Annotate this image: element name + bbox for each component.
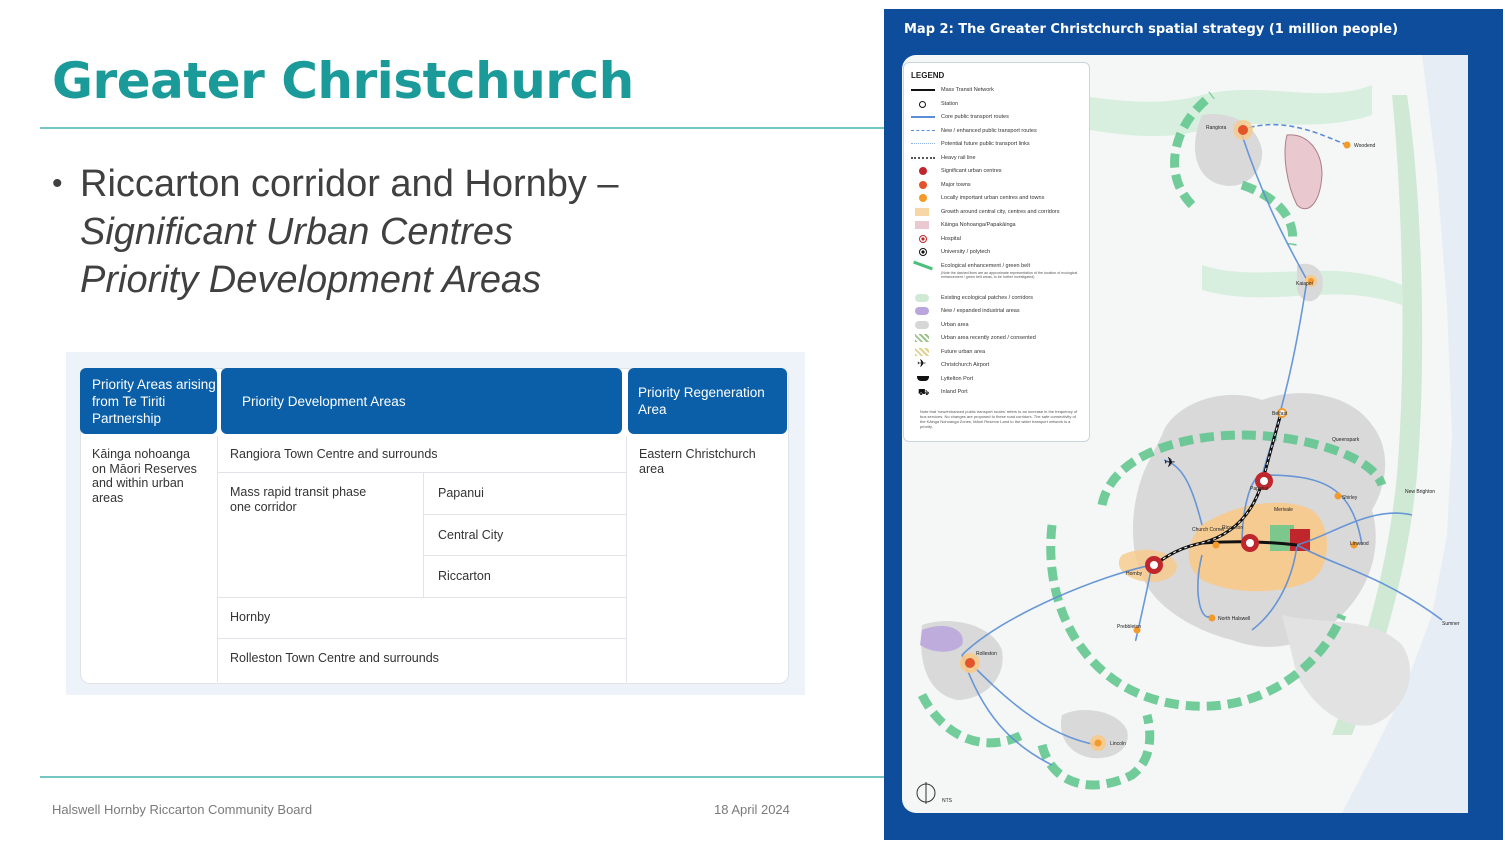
slide-title: Greater Christchurch (52, 52, 634, 110)
svg-text:Shirley: Shirley (1342, 495, 1358, 501)
legend-item-label: Christchurch Airport (941, 362, 990, 368)
legend-item-label: Heavy rail line (941, 154, 976, 161)
cell-kainga-nohoanga: Kāinga nohoanga on Māori Reserves and within urban areas (92, 447, 197, 505)
svg-text:Merivale: Merivale (1274, 507, 1293, 513)
legend-symbol-icon (911, 84, 935, 96)
legend-item (911, 305, 1020, 317)
map-title: Map 2: The Greater Christchurch spatial strategy (1 million people) (904, 22, 1399, 37)
legend-item (911, 233, 961, 245)
legend-item (911, 192, 1044, 204)
footer-community-board: Halswell Hornby Riccarton Community Board (52, 802, 313, 817)
cell-mass-rapid-transit: Mass rapid transit phase one corridor (230, 485, 367, 514)
legend-item-label: Inland Port (941, 389, 968, 395)
legend-item (911, 165, 1002, 177)
legend-symbol-icon (911, 305, 935, 317)
legend-symbol-icon (911, 260, 935, 272)
table-divider (218, 638, 626, 639)
legend-item-label: Ecological enhancement / green belt (941, 262, 1030, 269)
legend-item-label: Locally important urban centres and towns (941, 195, 1045, 201)
cell-hornby: Hornby (230, 610, 271, 624)
legend-symbol-icon (911, 292, 935, 304)
legend-item (911, 386, 968, 398)
legend-item-label: Potential future public transport links (941, 141, 1030, 147)
cell-central-city: Central City (438, 528, 504, 542)
legend-symbol-icon (911, 246, 935, 258)
table-divider (423, 473, 424, 597)
legend-note: Note that 'new/enhanced public transport routes' refers to an increase in the frequency of bus services. No changes are proposed to these road corridors. The safe connectivity of the Kāinga Nohoanga Zones, Māori Reserve Land to the wider transport network is a priority. (920, 409, 1078, 429)
legend-item (911, 373, 973, 385)
cell-rolleston: Rolleston Town Centre and surrounds (230, 651, 439, 665)
svg-text:Riccarton: Riccarton (1222, 525, 1244, 531)
svg-text:Rangiora: Rangiora (1206, 125, 1227, 131)
svg-text:Papanui: Papanui (1250, 486, 1269, 492)
bullet-sub-priority-areas: Priority Development Areas (80, 259, 542, 301)
legend-symbol-icon (911, 332, 935, 344)
legend-symbol-icon (911, 179, 935, 191)
legend-title: LEGEND (911, 71, 945, 80)
legend-item (911, 125, 1037, 137)
legend-symbol-icon (911, 152, 935, 164)
legend-symbol-icon (911, 138, 935, 150)
legend-symbol-icon (911, 373, 935, 385)
legend-symbol-icon (911, 206, 935, 218)
header-priority-regeneration: Priority Regeneration Area (628, 368, 787, 434)
legend-item (911, 152, 976, 164)
legend-symbol-icon: ⛟ (918, 387, 930, 397)
legend-eco-note: (Note the dashed lines are an approximate representation of the location of ecological enhancement / green belt areas, to be further investigated) (941, 270, 1078, 279)
legend-item-label: New / enhanced public transport routes (941, 127, 1037, 134)
legend-symbol-icon (911, 233, 935, 245)
cell-papanui: Papanui (438, 486, 484, 500)
header-te-tiriti: Priority Areas arising from Te Tiriti Partnership (80, 368, 217, 434)
legend-symbol-icon: ✈ (917, 358, 927, 370)
bullet-list (52, 160, 619, 304)
legend-item (911, 292, 1033, 304)
bullet-main: Riccarton corridor and Hornby – (80, 163, 619, 205)
legend-symbol-icon (911, 98, 935, 110)
legend-item (911, 359, 989, 371)
svg-text:Hornby: Hornby (1126, 571, 1143, 577)
legend-symbol-icon (911, 165, 935, 177)
legend-item-label: Station (941, 100, 959, 107)
legend-item (911, 346, 985, 358)
legend-item (911, 319, 969, 331)
bullet-glyph: • (52, 167, 63, 200)
svg-text:Queenspark: Queenspark (1332, 437, 1360, 443)
table-divider (218, 472, 626, 473)
svg-text:Woodend: Woodend (1354, 143, 1376, 149)
legend-symbol-icon (911, 319, 935, 331)
legend-symbol-icon (911, 125, 935, 137)
table-divider (424, 555, 626, 556)
legend-item-label: Core public transport routes (941, 114, 1009, 120)
legend-item-label: Mass Transit Network (941, 87, 994, 93)
legend-item-label: Major towns (941, 181, 971, 188)
bullet-sub-significant-centres: Significant Urban Centres (80, 211, 513, 253)
svg-text:North Halswell: North Halswell (1218, 616, 1251, 622)
legend-item (911, 98, 958, 110)
legend-item-label: Urban area (941, 321, 969, 328)
legend-item (911, 179, 971, 191)
table-divider (424, 514, 626, 515)
legend-item-label: Hospital (941, 235, 961, 242)
svg-text:Kaiapoi: Kaiapoi (1296, 281, 1313, 287)
legend-item-label: Lyttelton Port (941, 375, 974, 382)
svg-text:Belfast: Belfast (1272, 411, 1288, 417)
legend-item-label: New / expanded industrial areas (941, 308, 1020, 314)
svg-text:Prebbleton: Prebbleton (1117, 624, 1142, 630)
svg-text:Lincoln: Lincoln (1110, 741, 1126, 747)
svg-text:Sumner: Sumner (1442, 621, 1460, 627)
legend-item-label: Significant urban centres (941, 168, 1002, 174)
legend-symbol-icon (911, 192, 935, 204)
legend-item (911, 219, 1016, 231)
legend-symbol-icon (911, 111, 935, 123)
footer-rule (40, 776, 886, 778)
cell-riccarton: Riccarton (438, 569, 491, 583)
svg-text:Linwood: Linwood (1350, 541, 1369, 547)
table-divider (626, 436, 627, 682)
svg-text:New Brighton: New Brighton (1405, 489, 1436, 495)
cell-rangiora: Rangiora Town Centre and surrounds (230, 447, 438, 461)
legend-item-label: Existing ecological patches / corridors (941, 294, 1034, 301)
legend-item-label: Urban area recently zoned / consented (941, 335, 1036, 341)
cell-eastern-christchurch: Eastern Christchurch area (639, 447, 756, 476)
legend-item-label: Growth around central city, centres and corridors (941, 208, 1060, 215)
legend-item (911, 246, 990, 258)
legend-symbol-icon (911, 346, 935, 358)
map-legend (903, 62, 1090, 442)
header-rule (40, 127, 886, 129)
airport-icon: ✈ (1164, 454, 1176, 470)
legend-item-label: Kāinga Nohoanga/Papakāinga (941, 222, 1016, 228)
legend-item-label: Future urban area (941, 348, 986, 355)
legend-item (911, 138, 1030, 150)
svg-text:Rolleston: Rolleston (976, 651, 997, 657)
legend-item (911, 332, 1036, 344)
legend-item (911, 111, 1009, 123)
footer-date: 18 April 2024 (714, 802, 790, 817)
svg-text:Church Corner: Church Corner (1192, 527, 1225, 533)
legend-item (911, 206, 1060, 218)
header-priority-development: Priority Development Areas (221, 368, 622, 434)
svg-text:NTS: NTS (942, 798, 952, 804)
table-divider (218, 597, 626, 598)
legend-item-label: University / polytech (941, 249, 991, 255)
legend-symbol-icon (911, 219, 935, 231)
legend-item (911, 84, 994, 96)
